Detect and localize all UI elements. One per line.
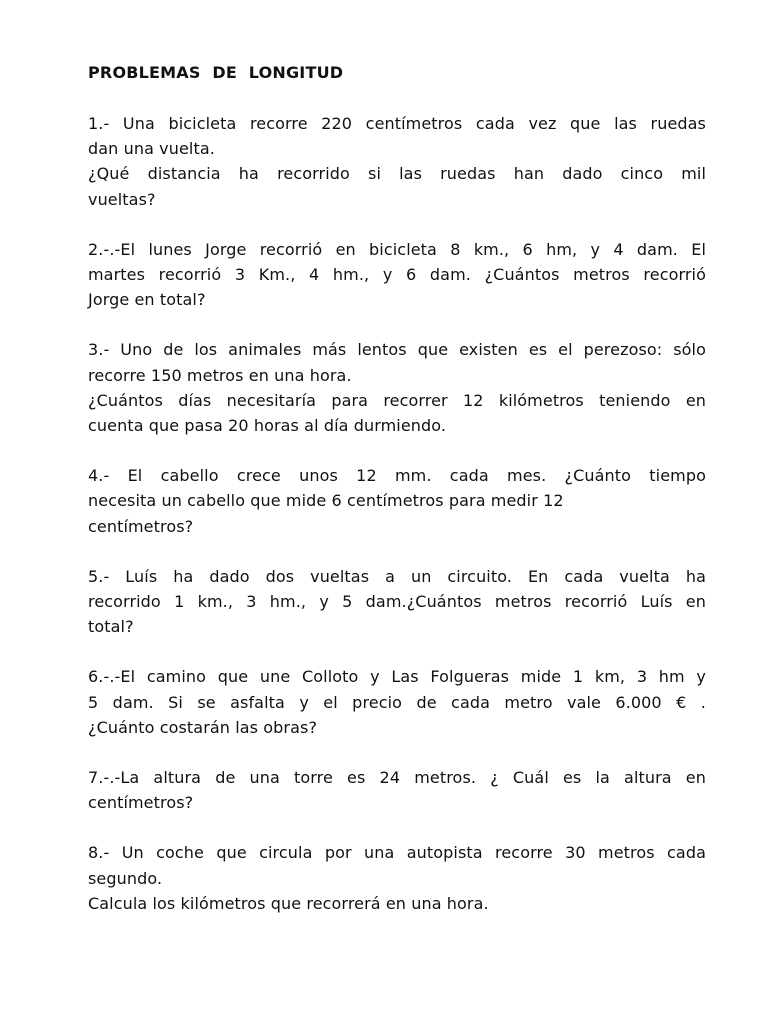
problem-line: 6.-.-El camino que une Colloto y Las Folgueras mide 1 km, 3 hm y	[88, 667, 706, 687]
problem-line: necesita un cabello que mide 6 centímetros para medir 12	[88, 491, 564, 511]
problem-7	[88, 765, 706, 815]
problem-line: martes recorrió 3 Km., 4 hm., y 6 dam. ¿Cuántos metros recorrió	[88, 265, 706, 285]
problem-line: 3.- Uno de los animales más lentos que existen es el perezoso: sólo	[88, 340, 706, 360]
problem-line: ¿Cuánto costarán las obras?	[88, 717, 318, 737]
document-page	[88, 60, 706, 941]
problem-line: Jorge en total?	[88, 290, 206, 310]
problem-line: 1.- Una bicicleta recorre 220 centímetros cada vez que las ruedas	[88, 114, 706, 133]
problem-4	[88, 463, 706, 539]
problem-8	[88, 840, 706, 916]
problem-line: centímetros?	[88, 793, 194, 813]
document-title: PROBLEMAS DE LONGITUD	[88, 63, 344, 82]
problem-line: 7.-.-La altura de una torre es 24 metros. ¿ Cuál es la altura en	[88, 768, 706, 788]
problem-3	[88, 337, 706, 438]
problem-line: 5 dam. Si se asfalta y el precio de cada metro vale 6.000 € .	[88, 692, 706, 712]
problem-line: ¿Qué distancia ha recorrido si las ruedas han dado cinco mil	[88, 164, 706, 184]
problem-line: ¿Cuántos días necesitaría para recorrer 12 kilómetros teniendo en	[88, 390, 706, 410]
problem-line: cuenta que pasa 20 horas al día durmiendo.	[88, 416, 447, 436]
problem-line: recorre 150 metros en una hora.	[88, 365, 352, 385]
problem-line: Calcula los kilómetros que recorrerá en una hora.	[88, 893, 489, 913]
problem-1	[88, 111, 706, 212]
problem-line: 2.-.-El lunes Jorge recorrió en bicicleta 8 km., 6 hm, y 4 dam. El	[88, 239, 706, 259]
problem-6	[88, 664, 706, 740]
problem-5	[88, 564, 706, 640]
problem-line: dan una vuelta.	[88, 139, 215, 159]
problem-line: recorrido 1 km., 3 hm., y 5 dam.¿Cuántos metros recorrió Luís en	[88, 592, 706, 612]
problem-line: centímetros?	[88, 516, 194, 536]
problem-line: total?	[88, 617, 134, 637]
problem-line: 8.- Un coche que circula por una autopista recorre 30 metros cada	[88, 843, 706, 863]
problem-line: segundo.	[88, 868, 163, 888]
problem-line: 5.- Luís ha dado dos vueltas a un circuito. En cada vuelta ha	[88, 566, 706, 586]
problem-line: 4.- El cabello crece unos 12 mm. cada mes. ¿Cuánto tiempo	[88, 466, 706, 486]
problem-2	[88, 237, 706, 313]
problem-line: vueltas?	[88, 189, 156, 209]
